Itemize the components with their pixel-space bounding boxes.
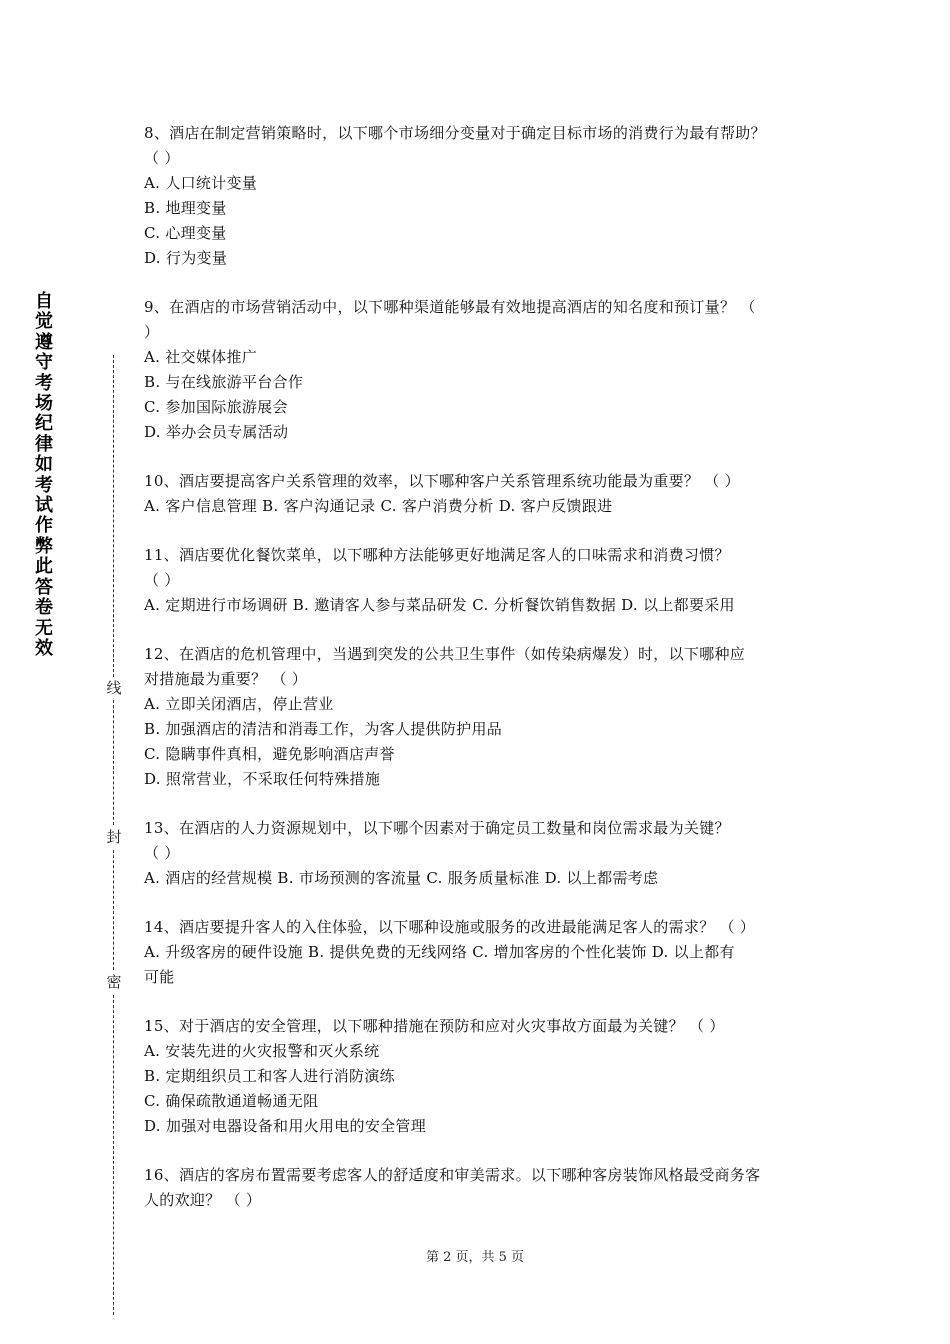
- question-text: 13、在酒店的人力资源规划中，以下哪个因素对于确定员工数量和岗位需求最为关键？: [144, 819, 730, 837]
- exam-discipline-notice: 自 觉 遵 守 考 场 纪 律 如 考 试 作 弊 此 答 卷 无 效: [35, 291, 53, 659]
- question-text: 8、酒店在制定营销策略时，以下哪个市场细分变量对于确定目标市场的消费行为最有帮助？: [144, 124, 766, 142]
- question-line: C. 隐瞒事件真相，避免影响酒店声誉: [144, 745, 395, 763]
- question-line: A. 定期进行市场调研 B. 邀请客人参与菜品研发 C. 分析餐饮销售数据 D. 以上都要采用: [144, 596, 735, 614]
- question-q9: [144, 295, 816, 445]
- question-line: （ ）: [144, 844, 180, 862]
- seal-seal-label: 封: [104, 827, 124, 847]
- question-line: C. 确保疏散通道畅通无阻: [144, 1092, 319, 1110]
- question-line: 对措施最为重要？ （ ）: [144, 670, 308, 688]
- question-line: B. 加强酒店的清洁和消毒工作，为客人提供防护用品: [144, 720, 503, 738]
- seal-dashed-line-segment: [113, 995, 114, 1315]
- question-text: 14、酒店要提升客人的入住体验，以下哪种设施或服务的改进最能满足客人的需求？ （ ）: [144, 918, 756, 936]
- question-line: 可能: [144, 968, 175, 986]
- question-line: A. 客户信息管理 B. 客户沟通记录 C. 客户消费分析 D. 客户反馈跟进: [144, 497, 613, 515]
- question-line: ）: [144, 323, 160, 341]
- question-q15: [144, 1014, 816, 1139]
- question-line: D. 行为变量: [144, 249, 228, 267]
- question-line: （ ）: [144, 149, 180, 167]
- question-text: 15、对于酒店的安全管理，以下哪种措施在预防和应对火灾事故方面最为关键？ （ ）: [144, 1017, 725, 1035]
- question-q14: [144, 915, 816, 990]
- question-q11: [144, 543, 816, 618]
- seal-dashed-line-segment: [113, 850, 114, 970]
- question-line: 人的欢迎？ （ ）: [144, 1191, 262, 1209]
- question-q8: [144, 121, 816, 271]
- question-line: A. 升级客房的硬件设施 B. 提供免费的无线网络 C. 增加客房的个性化装饰 D. 以上都有: [144, 943, 735, 961]
- seal-line-label: 线: [104, 678, 124, 698]
- question-line: C. 参加国际旅游展会: [144, 398, 288, 416]
- question-line: A. 社交媒体推广: [144, 348, 258, 366]
- question-line: A. 人口统计变量: [144, 174, 258, 192]
- question-line: D. 照常营业，不采取任何特殊措施: [144, 770, 381, 788]
- seal-secret-label: 密: [104, 972, 124, 992]
- question-text: 9、在酒店的市场营销活动中，以下哪种渠道能够最有效地提高酒店的知名度和预订量？ （: [144, 298, 756, 316]
- question-text: 12、在酒店的危机管理中，当遇到突发的公共卫生事件（如传染病爆发）时，以下哪种应: [144, 645, 746, 663]
- question-line: A. 酒店的经营规模 B. 市场预测的客流量 C. 服务质量标准 D. 以上都需考虑: [144, 869, 659, 887]
- seal-dashed-line-segment: [113, 355, 114, 677]
- question-text: 11、酒店要优化餐饮菜单，以下哪种方法能够更好地满足客人的口味需求和消费习惯？: [144, 546, 730, 564]
- question-line: C. 心理变量: [144, 224, 227, 242]
- question-q16: [144, 1163, 816, 1213]
- seal-dashed-line-segment: [113, 700, 114, 825]
- question-line: B. 与在线旅游平台合作: [144, 373, 304, 391]
- question-q10: [144, 469, 816, 519]
- question-text: 16、酒店的客房布置需要考虑客人的舒适度和审美需求。以下哪种客房装饰风格最受商务客: [144, 1166, 761, 1184]
- question-line: A. 安装先进的火灾报警和灭火系统: [144, 1042, 380, 1060]
- question-line: B. 定期组织员工和客人进行消防演练: [144, 1067, 395, 1085]
- question-q13: [144, 816, 816, 891]
- page-number: 第 2 页，共 5 页: [425, 1250, 525, 1265]
- question-line: （ ）: [144, 571, 180, 589]
- question-text: 10、酒店要提高客户关系管理的效率，以下哪种客户关系管理系统功能最为重要？ （ ）: [144, 472, 740, 490]
- question-line: D. 加强对电器设备和用火用电的安全管理: [144, 1117, 427, 1135]
- question-q12: [144, 642, 816, 792]
- question-line: D. 举办会员专属活动: [144, 423, 289, 441]
- question-list: [144, 121, 816, 1237]
- question-line: B. 地理变量: [144, 199, 227, 217]
- question-line: A. 立即关闭酒店，停止营业: [144, 695, 334, 713]
